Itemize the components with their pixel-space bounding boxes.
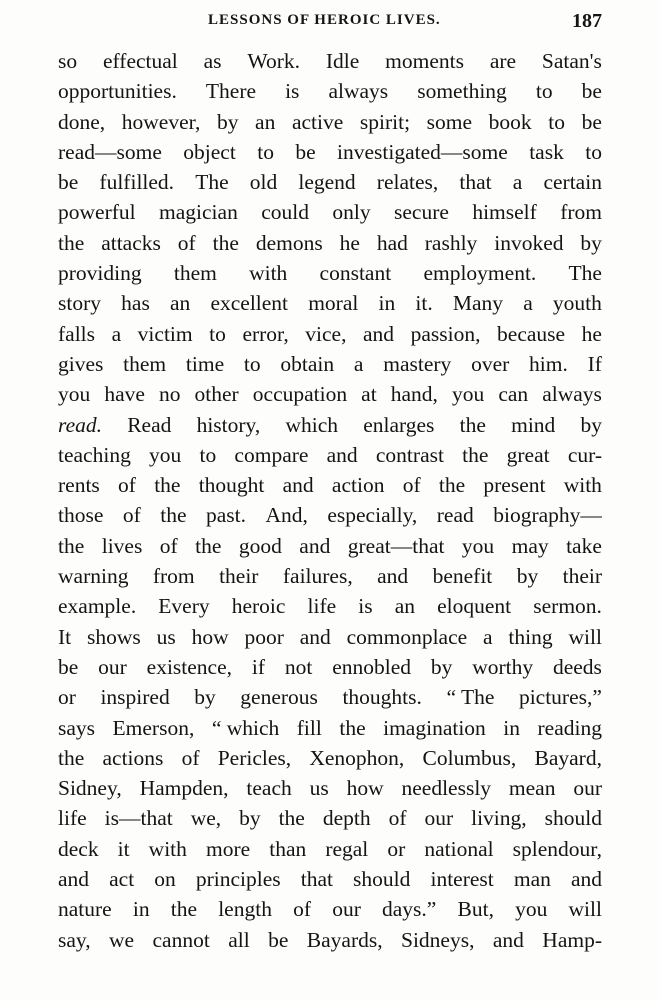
word: victim — [137, 321, 193, 346]
word: of — [402, 473, 421, 498]
word: we — [109, 927, 135, 952]
word: youth — [552, 291, 602, 316]
word: mastery — [383, 351, 452, 376]
text-line — [58, 894, 602, 924]
word: Sidneys, — [401, 927, 475, 952]
word: good — [238, 533, 282, 558]
word: than — [269, 836, 307, 861]
word: thought — [198, 473, 265, 498]
word: rents — [58, 473, 100, 498]
word: passion, — [410, 321, 481, 346]
word: as — [203, 49, 222, 73]
word: The — [195, 170, 229, 195]
word: sermon. — [533, 594, 602, 619]
word: he — [339, 230, 360, 255]
word: the — [278, 806, 305, 831]
word: be — [581, 79, 602, 104]
text-line — [58, 410, 602, 440]
word: mind — [511, 412, 556, 437]
word: powerful — [58, 200, 136, 225]
word: other — [194, 382, 239, 407]
word: relates, — [376, 170, 439, 195]
word: be — [295, 139, 316, 164]
word: however, — [121, 109, 201, 134]
word: and — [492, 927, 524, 952]
text-line — [58, 682, 602, 712]
word: take — [566, 533, 602, 558]
word: error, — [242, 321, 289, 346]
word: past. — [206, 503, 247, 528]
word: providing — [58, 261, 142, 286]
word: the — [462, 442, 489, 467]
body-text — [58, 46, 602, 955]
text-line — [58, 561, 602, 591]
word: them — [173, 261, 217, 286]
word: life — [58, 806, 87, 831]
word: great — [506, 442, 550, 467]
word: opportunities. — [58, 79, 177, 104]
word: the — [154, 473, 181, 498]
word: of — [181, 745, 200, 770]
word: active — [291, 109, 344, 134]
word: or — [387, 836, 406, 861]
word: by — [580, 412, 602, 437]
word: the — [438, 473, 466, 498]
word: and — [570, 867, 602, 892]
word: to — [257, 139, 274, 164]
text-line — [58, 258, 602, 288]
word: national — [424, 836, 494, 861]
word: Xenophon, — [309, 745, 405, 770]
running-head: LESSONS OF HEROIC LIVES. — [208, 12, 441, 28]
word: is — [285, 79, 300, 104]
word: thing — [508, 624, 553, 649]
word: gives — [58, 351, 104, 376]
text-line — [58, 228, 602, 258]
word: an — [255, 109, 276, 134]
text-line — [58, 773, 602, 803]
word: an — [169, 291, 191, 316]
word: object — [183, 139, 236, 164]
word: in — [378, 291, 396, 316]
word: at — [361, 382, 377, 407]
word: Work. — [247, 49, 300, 73]
word: moments — [385, 49, 464, 73]
word: from — [152, 564, 195, 589]
text-line — [58, 167, 602, 197]
word: those — [58, 503, 104, 528]
word: example. — [58, 594, 137, 619]
word: depth — [322, 806, 371, 831]
word: contrast — [375, 442, 444, 467]
word: have — [104, 382, 145, 407]
word: It — [58, 624, 72, 649]
word: existence, — [146, 654, 233, 679]
word: hand, — [390, 382, 438, 407]
word: on — [154, 867, 176, 892]
word: to — [209, 321, 226, 346]
word: a — [523, 291, 533, 316]
word: cur- — [567, 442, 602, 467]
word: which — [285, 412, 338, 437]
word: from — [560, 200, 602, 225]
word: a — [483, 624, 493, 649]
word: says — [58, 715, 96, 740]
word: secure — [394, 200, 449, 225]
word: and — [299, 533, 331, 558]
word: Bayards, — [306, 927, 383, 952]
word: history, — [196, 412, 261, 437]
word: present — [483, 473, 546, 498]
text-line — [58, 743, 602, 773]
text-line — [58, 379, 602, 409]
word: magician — [159, 200, 238, 225]
word: it — [117, 836, 130, 861]
word: you — [149, 442, 182, 467]
word: of — [118, 473, 136, 498]
word: commonplace — [346, 624, 468, 649]
word: But, — [457, 897, 494, 922]
word: by — [580, 230, 602, 255]
word: fill — [296, 715, 322, 740]
text-line — [58, 137, 602, 167]
word: Hampden, — [139, 776, 229, 801]
word: mean — [508, 776, 556, 801]
text-line — [58, 652, 602, 682]
word: say, — [58, 927, 91, 952]
word: it. — [415, 291, 433, 316]
word: by — [216, 109, 239, 134]
word: by — [516, 564, 539, 589]
text-line — [58, 288, 602, 318]
word: of — [177, 230, 196, 255]
word: compare — [234, 442, 309, 467]
word: needlessly — [401, 776, 492, 801]
word: And, — [265, 503, 308, 528]
word: to — [585, 139, 602, 164]
word: by — [194, 685, 216, 710]
word: Hamp- — [542, 927, 602, 952]
word: of — [388, 806, 407, 831]
word: be — [268, 927, 289, 952]
word: length — [218, 897, 272, 922]
word: lives — [101, 533, 143, 558]
word: with — [148, 836, 187, 861]
word: fulfilled. — [99, 170, 175, 195]
word: will — [568, 624, 602, 649]
word: pictures,” — [518, 685, 602, 710]
word: and — [377, 564, 409, 589]
word: poor — [244, 624, 284, 649]
word: Pericles, — [217, 745, 292, 770]
text-line — [58, 925, 602, 955]
word: that — [459, 170, 492, 195]
word: There — [205, 79, 257, 104]
word: old — [249, 170, 278, 195]
word: splendour, — [512, 836, 602, 861]
word: of — [159, 533, 178, 558]
word: you — [452, 382, 485, 407]
word: if — [251, 654, 266, 679]
word: that — [300, 867, 333, 892]
word: The — [568, 261, 602, 286]
text-line — [58, 470, 602, 500]
word: to — [548, 109, 566, 134]
word: eloquent — [437, 594, 512, 619]
word: Read — [127, 412, 172, 437]
word: how — [346, 776, 384, 801]
word: nature — [58, 897, 112, 922]
word: by — [239, 806, 261, 831]
word: act — [109, 867, 135, 892]
word: himself — [472, 200, 537, 225]
page-header — [58, 10, 602, 36]
word: be — [581, 109, 602, 134]
word: our — [573, 776, 602, 801]
word: man — [513, 867, 551, 892]
word: vice, — [305, 321, 347, 346]
text-line — [58, 622, 602, 652]
text-line — [58, 107, 602, 137]
word: to — [535, 79, 553, 104]
text-line — [58, 500, 602, 530]
word: in — [132, 897, 150, 922]
word: deeds — [552, 654, 602, 679]
word: “ The — [446, 685, 495, 710]
word: you — [58, 382, 91, 407]
word: and — [282, 473, 314, 498]
word: attacks — [101, 230, 161, 255]
word: constant — [319, 261, 392, 286]
word: time — [185, 351, 225, 376]
word: so — [58, 49, 78, 73]
word: or — [58, 685, 76, 710]
word: not — [284, 654, 313, 679]
word: action — [331, 473, 385, 498]
text-line — [58, 834, 602, 864]
word: teach — [246, 776, 292, 801]
word: our — [332, 897, 361, 922]
word: obtain — [280, 351, 335, 376]
word: be — [58, 654, 79, 679]
word: the — [58, 745, 85, 770]
word: a — [512, 170, 523, 195]
word: principles — [195, 867, 281, 892]
word: teaching — [58, 442, 131, 467]
word: ennobled — [332, 654, 411, 679]
word: be — [58, 170, 79, 195]
word: their — [219, 564, 259, 589]
word: life — [307, 594, 337, 619]
word: a — [111, 321, 122, 346]
word: book — [488, 109, 532, 134]
word: has — [121, 291, 150, 316]
text-line — [58, 713, 602, 743]
word: over — [471, 351, 510, 376]
text-line — [58, 46, 602, 76]
word: warning — [58, 564, 129, 589]
text-line — [58, 197, 602, 227]
word: Bayard, — [534, 745, 602, 770]
word: by — [430, 654, 453, 679]
word: our — [98, 654, 127, 679]
word: employment. — [423, 261, 537, 286]
word: Every — [158, 594, 210, 619]
word: Idle — [325, 49, 360, 73]
word: failures, — [282, 564, 353, 589]
word: with — [563, 473, 602, 498]
word: task — [529, 139, 564, 164]
word: demons — [255, 230, 323, 255]
word: the — [212, 230, 239, 255]
word: of — [293, 897, 312, 922]
word: reading — [537, 715, 602, 740]
word: Many — [452, 291, 504, 316]
word: a — [353, 351, 364, 376]
word: some — [426, 109, 473, 134]
word: Sidney, — [58, 776, 122, 801]
word: because — [497, 321, 566, 346]
word: to — [199, 442, 217, 467]
word: will — [568, 897, 602, 922]
word: more — [205, 836, 251, 861]
word: to — [243, 351, 261, 376]
word: we, — [190, 806, 222, 831]
text-line — [58, 864, 602, 894]
word: shows — [86, 624, 141, 649]
word: Satan's — [541, 49, 602, 73]
text-line — [58, 440, 602, 470]
word: us — [309, 776, 329, 801]
word: can — [498, 382, 529, 407]
word: biography— — [493, 503, 602, 528]
word: spirit; — [359, 109, 411, 134]
word: no — [158, 382, 181, 407]
text-line — [58, 591, 602, 621]
word: all — [228, 927, 250, 952]
word: something — [417, 79, 507, 104]
word: the — [160, 503, 187, 528]
word: Columbus, — [422, 745, 517, 770]
word: If — [587, 351, 602, 376]
word: them — [123, 351, 167, 376]
word: interest — [430, 867, 494, 892]
word: read—some — [58, 139, 162, 164]
word: always — [328, 79, 389, 104]
word: and — [58, 867, 90, 892]
word: great—that — [347, 533, 445, 558]
word: invoked — [494, 230, 564, 255]
text-line — [58, 531, 602, 561]
text-line — [58, 76, 602, 106]
word: could — [261, 200, 309, 225]
word: benefit — [432, 564, 493, 589]
word: investigated—some — [337, 139, 508, 164]
word: story — [58, 291, 101, 316]
word: legend — [298, 170, 356, 195]
word: you — [461, 533, 495, 558]
word: regal — [325, 836, 369, 861]
word: should — [544, 806, 602, 831]
word: the — [170, 897, 198, 922]
word: deck — [58, 836, 99, 861]
word: may — [511, 533, 549, 558]
word: only — [332, 200, 371, 225]
word: of — [122, 503, 141, 528]
word: always — [542, 382, 602, 407]
word: the — [58, 230, 85, 255]
word: worthy — [472, 654, 534, 679]
word: thoughts. — [342, 685, 422, 710]
word: days.” — [382, 897, 437, 922]
word: you — [515, 897, 548, 922]
word: he — [581, 321, 602, 346]
word: the — [58, 533, 85, 558]
word: and — [326, 442, 358, 467]
word: heroic — [231, 594, 286, 619]
word: him. — [529, 351, 568, 376]
word: with — [249, 261, 288, 286]
word: the — [339, 715, 366, 740]
word: an — [394, 594, 416, 619]
word: living, — [471, 806, 527, 831]
word: actions — [102, 745, 164, 770]
word: the — [459, 412, 486, 437]
word: should — [353, 867, 411, 892]
word: rashly — [424, 230, 478, 255]
word: cannot — [152, 927, 210, 952]
word: is — [358, 594, 373, 619]
page-number: 187 — [572, 10, 602, 32]
word: done, — [58, 109, 106, 134]
word: are — [489, 49, 517, 73]
word: how — [191, 624, 229, 649]
word: our — [424, 806, 454, 831]
word: their — [562, 564, 602, 589]
word: the — [195, 533, 222, 558]
word: effectual — [102, 49, 178, 73]
word: certain — [543, 170, 602, 195]
word: enlarges — [363, 412, 435, 437]
word: inspired — [100, 685, 170, 710]
text-line — [58, 319, 602, 349]
text-line — [58, 349, 602, 379]
word: and — [363, 321, 395, 346]
word: read — [436, 503, 474, 528]
word: excellent — [210, 291, 289, 316]
word: imagination — [383, 715, 486, 740]
word: us — [156, 624, 176, 649]
word: falls — [58, 321, 96, 346]
word: and — [299, 624, 331, 649]
word: occupation — [252, 382, 348, 407]
word: especially, — [327, 503, 418, 528]
word: read. — [58, 412, 102, 437]
word: moral — [308, 291, 359, 316]
word: in — [503, 715, 521, 740]
text-line — [58, 803, 602, 833]
word: generous — [240, 685, 318, 710]
word: is—that — [104, 806, 173, 831]
word: had — [376, 230, 408, 255]
word: Emerson, — [112, 715, 195, 740]
word: “ which — [211, 715, 280, 740]
